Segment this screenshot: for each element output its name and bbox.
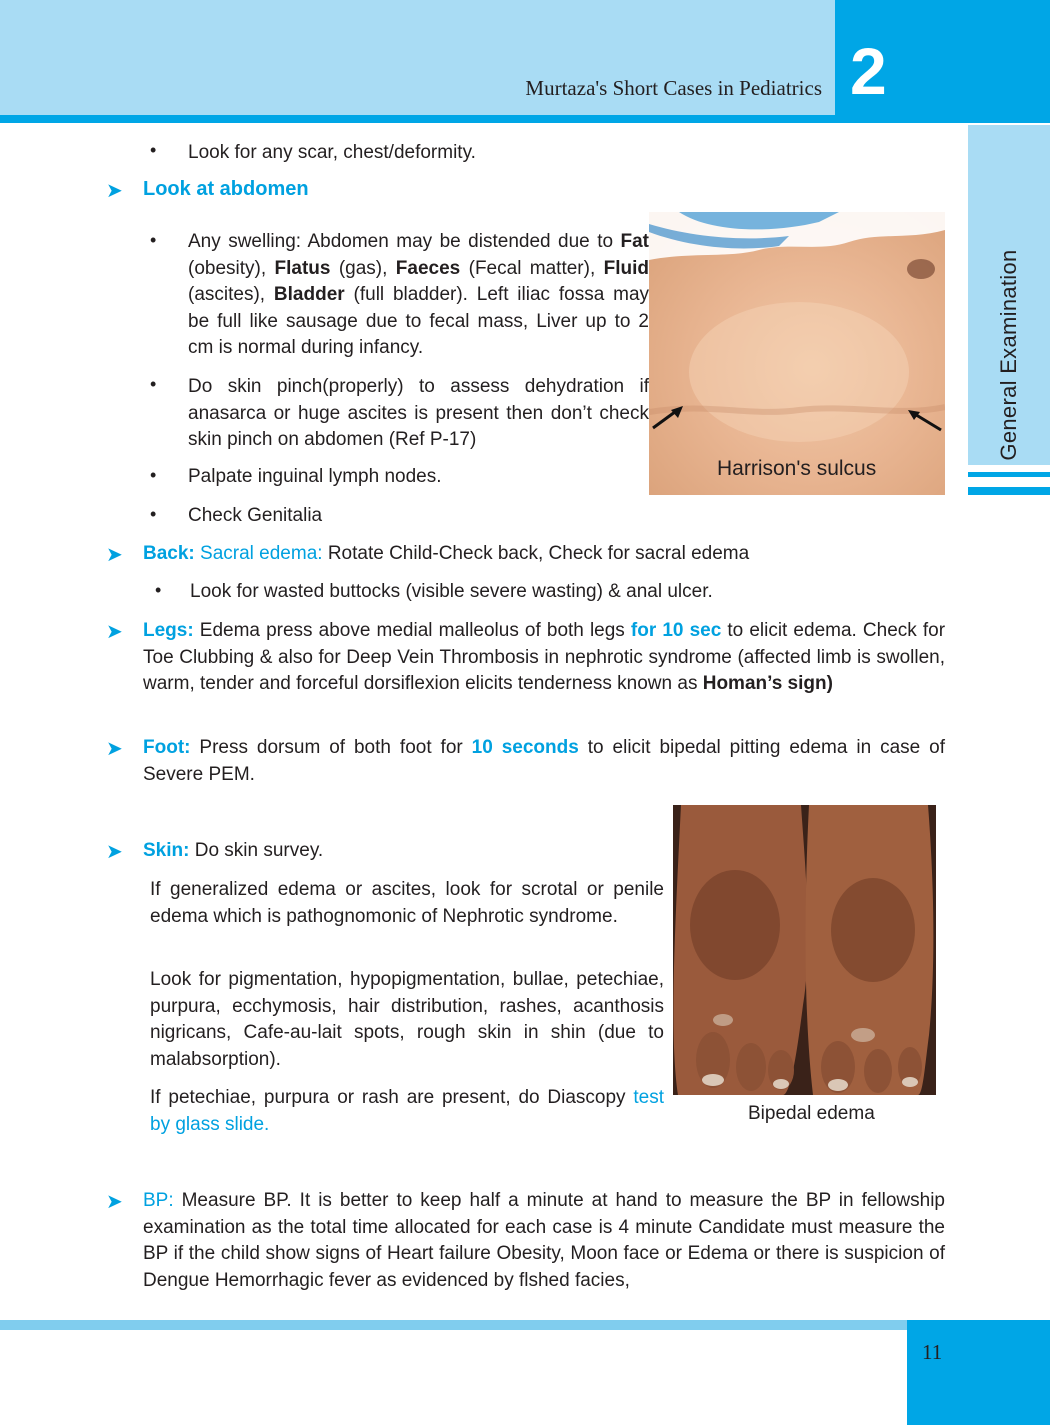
- page-number: 11: [922, 1340, 943, 1364]
- arrow-bullet-icon: ➤: [106, 841, 123, 863]
- back-item: Back: Sacral edema: Rotate Child-Check back, Check for sacral edema: [143, 543, 750, 564]
- bp-item: BP: Measure BP. It is better to keep half a minute at hand to measure the BP in fellowship examination as the total time allocated for each case is 4 minute Candidate must measure the BP if the child show signs of Heart failure Obesity, Moon face or Edema or there is suspicion of Dengue Hemorrhagic fever as evidenced by flshed facies,: [143, 1190, 945, 1291]
- skin-para-3: If petechiae, purpura or rash are present, do Diascopy test by glass slide.: [150, 1087, 665, 1135]
- bullet-icon: •: [150, 140, 157, 160]
- side-tab-label: General Examination: [996, 249, 1021, 461]
- bipedal-caption: Bipedal edema: [748, 1103, 875, 1124]
- footer-rule: [0, 1320, 1050, 1330]
- abdomen-swelling-text: Any swelling: Abdomen may be distended due to Fat (obesity), Flatus (gas), Faeces (Fecal matter), Fluid (ascites), Bladder (full bladder). Left iliac fossa may be full like sausage due to fecal mass, Liver up to 2 cm is normal during infancy.: [188, 231, 650, 358]
- legs-item: Legs: Edema press above medial malleolus of both legs for 10 sec to elicit edema. Check for Toe Clubbing & also for Deep Vein Thrombosis in nephrotic syndrome (affected limb is swollen, warm, tender and forceful dorsiflexion elicits tenderness known as Homan’s sign): [143, 620, 946, 694]
- side-tab-rule-2: [968, 487, 1050, 495]
- scar-bullet-text: Look for any scar, chest/deformity.: [188, 142, 476, 163]
- book-title: Murtaza's Short Cases in Pediatrics: [525, 76, 822, 100]
- side-tab-rule-1: [968, 472, 1050, 477]
- bullet-icon: •: [150, 374, 157, 394]
- back-bullet-text: Look for wasted buttocks (visible severe wasting) & anal ulcer.: [190, 581, 713, 602]
- arrow-bullet-icon: ➤: [106, 738, 123, 760]
- skin-para-2: Look for pigmentation, hypopigmentation, bullae, petechiae, purpura, ecchymosis, hair distribution, rashes, acanthosis nigricans, Cafe-au-lait spots, rough skin in shin (due to malabsorption).: [150, 969, 664, 1070]
- harrison-sulcus-photo: [649, 212, 945, 495]
- bullet-icon: •: [150, 230, 157, 250]
- harrison-caption: Harrison's sulcus: [717, 457, 877, 480]
- abdomen-heading: Look at abdomen: [143, 178, 309, 200]
- arrow-bullet-icon: ➤: [106, 621, 123, 643]
- inguinal-text: Palpate inguinal lymph nodes.: [188, 466, 442, 487]
- header-rule: [0, 115, 1050, 123]
- chapter-number: 2: [850, 34, 887, 108]
- foot-item: Foot: Press dorsum of both foot for 10 seconds to elicit bipedal pitting edema in case of Severe PEM.: [143, 737, 945, 785]
- harrison-sulcus-illustration: [649, 212, 945, 495]
- bullet-icon: •: [150, 504, 157, 524]
- bullet-icon: •: [155, 580, 162, 600]
- genitalia-text: Check Genitalia: [188, 505, 323, 526]
- bullet-icon: •: [150, 465, 157, 485]
- arrow-bullet-icon: ➤: [106, 544, 123, 566]
- bipedal-edema-illustration: [673, 805, 936, 1095]
- skin-pinch-text: Do skin pinch(properly) to assess dehydration if anasarca or huge ascites is present then don’t check skin pinch on abdomen (Ref P-17): [188, 376, 649, 450]
- page-number-box: [907, 1320, 1050, 1425]
- bipedal-edema-photo: [673, 805, 936, 1095]
- skin-para-1: If generalized edema or ascites, look for scrotal or penile edema which is pathognomonic of Nephrotic syndrome.: [150, 879, 664, 927]
- arrow-bullet-icon: ➤: [106, 180, 123, 202]
- arrow-bullet-icon: ➤: [106, 1191, 123, 1213]
- skin-item: Skin: Do skin survey.: [143, 840, 324, 861]
